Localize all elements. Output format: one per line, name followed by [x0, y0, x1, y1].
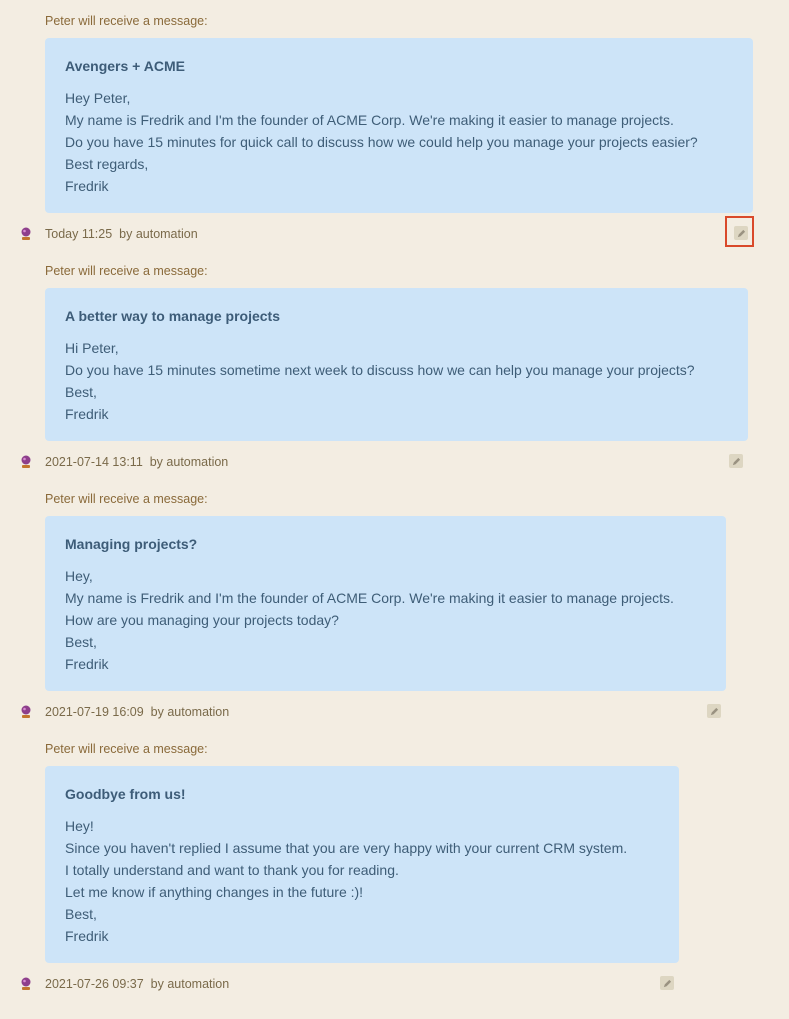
- message-subject: Avengers + ACME: [65, 58, 185, 74]
- message-body-line: My name is Fredrik and I'm the founder of ACME Corp. We're making it easier to manage projects.: [65, 590, 674, 606]
- message-notice: Peter will receive a message:: [45, 14, 208, 28]
- message-meta: [0, 975, 789, 995]
- message-subject: Managing projects?: [65, 536, 198, 552]
- message-body-line: Do you have 15 minutes sometime next week to discuss how we can help you manage your projects?: [65, 362, 695, 378]
- message-body-line: How are you managing your projects today?: [65, 612, 339, 628]
- message-notice: Peter will receive a message:: [45, 264, 208, 278]
- message-body-line: Since you haven't replied I assume that you are very happy with your current CRM system.: [65, 840, 628, 856]
- message-body-line: Best,: [65, 384, 97, 400]
- automation-robot-icon: [19, 226, 33, 242]
- edit-button[interactable]: [729, 454, 743, 468]
- message-notice: Peter will receive a message:: [45, 742, 208, 756]
- message-meta: [0, 453, 789, 473]
- automation-robot-icon: [19, 454, 33, 470]
- message-bubble: [45, 38, 753, 213]
- message-body-line: Fredrik: [65, 928, 109, 944]
- message-body-line: I totally understand and want to thank you for reading.: [65, 862, 399, 878]
- message-timestamp: 2021-07-19 16:09 by automation: [45, 705, 230, 719]
- message-body-line: Do you have 15 minutes for quick call to discuss how we could help you manage your projects easier?: [65, 134, 698, 150]
- message-notice: Peter will receive a message:: [45, 492, 208, 506]
- automation-robot-icon: [19, 704, 33, 720]
- message-body-line: Best,: [65, 634, 97, 650]
- message-timestamp: 2021-07-26 09:37 by automation: [45, 977, 230, 991]
- message-body-line: Hey!: [65, 818, 94, 834]
- edit-button[interactable]: [660, 976, 674, 990]
- automation-robot-icon: [19, 976, 33, 992]
- pencil-icon: [732, 457, 741, 466]
- message-meta: [0, 703, 789, 723]
- message-subject: Goodbye from us!: [65, 786, 186, 802]
- pencil-icon: [663, 979, 672, 988]
- message-body-line: Let me know if anything changes in the future :)!: [65, 884, 364, 900]
- pencil-icon: [710, 707, 719, 716]
- message-body-line: Fredrik: [65, 656, 109, 672]
- message-timestamp: 2021-07-14 13:11 by automation: [45, 455, 229, 469]
- message-body-line: Hey Peter,: [65, 90, 131, 106]
- edit-button-highlight: [725, 216, 754, 247]
- message-body-line: Best,: [65, 906, 97, 922]
- message-subject: A better way to manage projects: [65, 308, 280, 324]
- message-bubble: [45, 516, 726, 691]
- message-body-line: My name is Fredrik and I'm the founder of ACME Corp. We're making it easier to manage projects.: [65, 112, 674, 128]
- edit-button[interactable]: [707, 704, 721, 718]
- message-timestamp: Today 11:25 by automation: [45, 227, 198, 241]
- message-body-line: Fredrik: [65, 178, 109, 194]
- message-bubble: [45, 766, 679, 963]
- message-body-line: Hey,: [65, 568, 93, 584]
- message-body-line: Fredrik: [65, 406, 109, 422]
- message-body-line: Best regards,: [65, 156, 149, 172]
- message-body-line: Hi Peter,: [65, 340, 119, 356]
- message-bubble: [45, 288, 748, 441]
- message-meta: [0, 225, 789, 245]
